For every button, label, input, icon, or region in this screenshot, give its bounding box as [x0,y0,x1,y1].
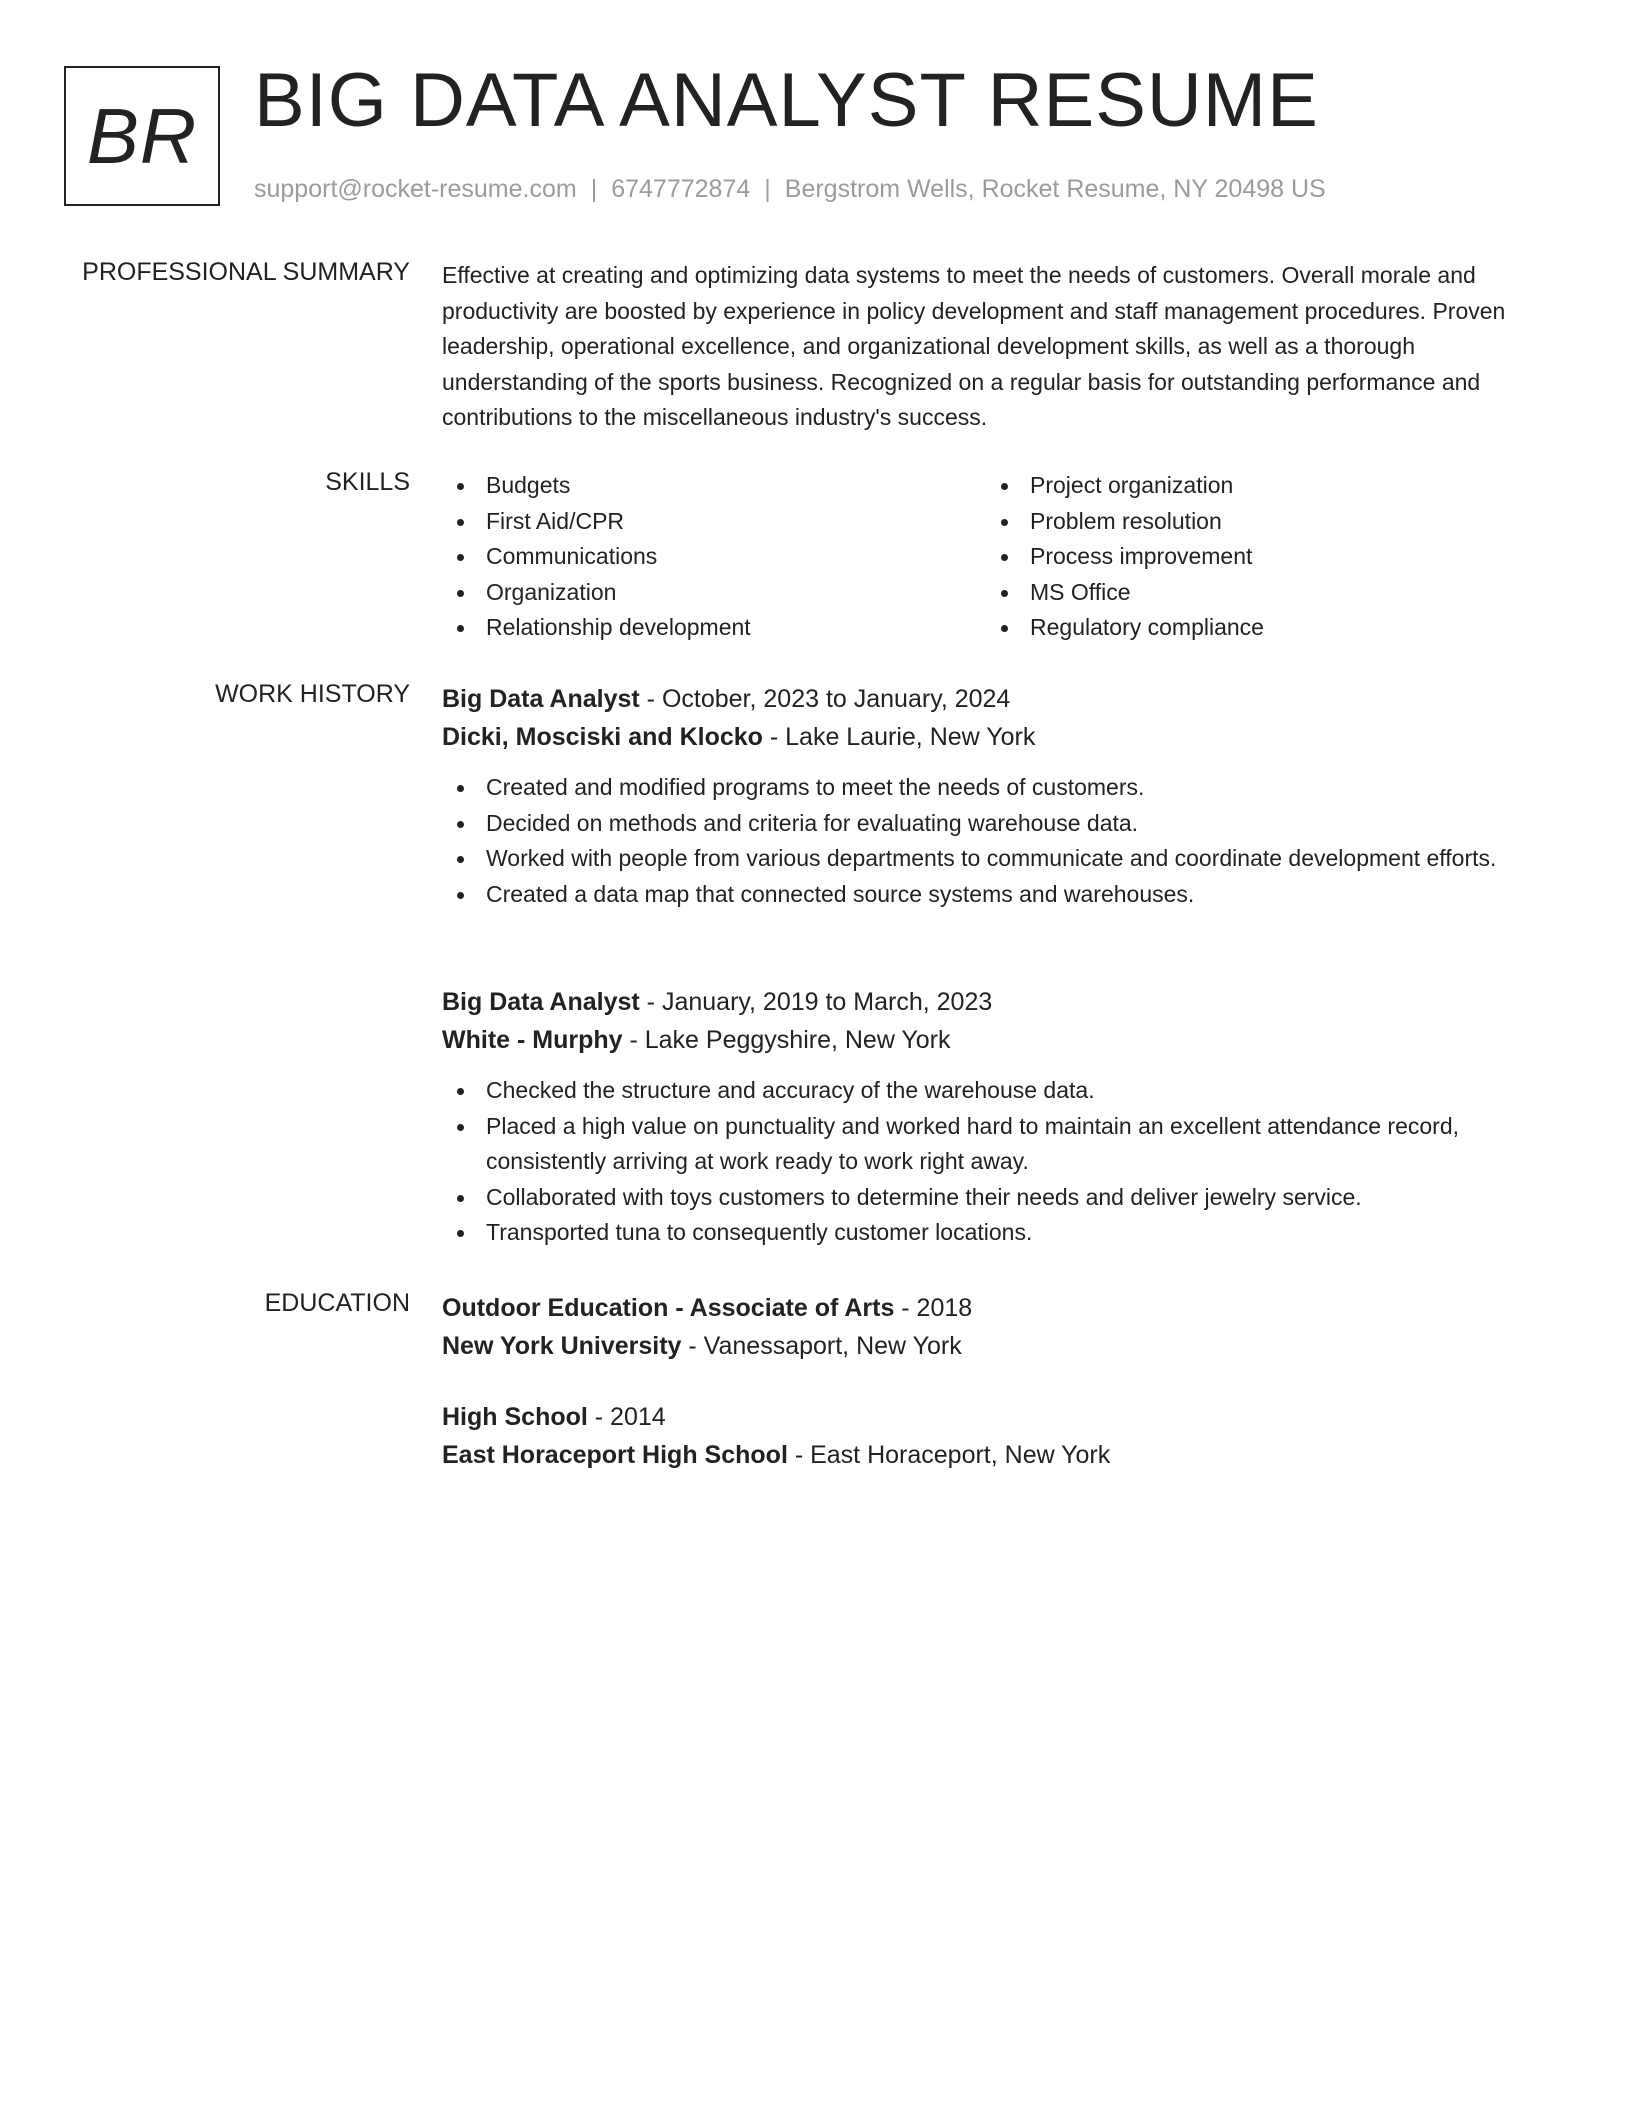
job-title: Big Data Analyst [442,685,640,713]
skill-item: Budgets [442,468,986,504]
job-dates: - January, 2019 to March, 2023 [639,988,993,1016]
skill-item: Problem resolution [986,504,1530,540]
job-duty: Checked the structure and accuracy of the warehouse data. [442,1073,1550,1109]
section-label-work-history: WORK HISTORY [215,680,410,708]
job-location: - Lake Laurie, New York [762,723,1036,751]
job-title-line [442,680,1550,718]
job-location: - Lake Peggyshire, New York [622,1026,951,1054]
job-entry [442,983,1550,1251]
contact-phone: 6747772874 [611,175,751,203]
job-company: White - Murphy [442,1026,623,1054]
job-duty: Created and modified programs to meet the needs of customers. [442,770,1550,806]
job-dates: - October, 2023 to January, 2024 [639,685,1011,713]
education-school: East Horaceport High School [442,1441,788,1469]
summary-body [442,258,1550,436]
education-school-line [442,1327,1550,1365]
skill-item: Organization [442,575,986,611]
education-degree-line [442,1289,1550,1327]
education-school: New York University [442,1332,682,1360]
job-company: Dicki, Mosciski and Klocko [442,723,763,751]
contact-info [254,172,1326,206]
work-history-body-cont [442,983,1550,1251]
education-school-line [442,1436,1550,1474]
contact-separator: | [764,175,771,203]
job-duty: Placed a high value on punctuality and worked hard to maintain an excellent attendance record, consistently arriving at work ready to work right away. [442,1109,1550,1180]
document-title: BIG DATA ANALYST RESUME [254,58,1319,143]
work-history-body [442,680,1550,912]
section-label-education: EDUCATION [264,1289,410,1317]
education-entry [442,1289,1550,1365]
job-duties-list [442,770,1550,912]
education-year: - 2014 [587,1403,666,1431]
contact-address: Bergstrom Wells, Rocket Resume, NY 20498 US [784,175,1326,203]
summary-text: Effective at creating and optimizing data systems to meet the needs of customers. Overall morale and productivity are boosted by experience in policy development and staff management procedures. Proven leadership, operational excellence, and organizational development skills, as well as a thorough understanding of the sports business. Recognized on a regular basis for outstanding performance and contributions to the miscellaneous industry's success. [442,262,1506,430]
skill-item: First Aid/CPR [442,504,986,540]
skill-item: Relationship development [442,610,986,646]
section-label-skills: SKILLS [325,468,410,496]
skill-item: Process improvement [986,539,1530,575]
education-year: - 2018 [894,1294,973,1322]
skill-item: Regulatory compliance [986,610,1530,646]
education-entry [442,1398,1550,1474]
skills-body [442,468,1550,646]
job-title: Big Data Analyst [442,988,640,1016]
job-duty: Decided on methods and criteria for evaluating warehouse data. [442,806,1550,842]
skill-item: Communications [442,539,986,575]
skills-grid [442,468,1550,646]
education-degree-line [442,1398,1550,1436]
job-duty: Collaborated with toys customers to determine their needs and deliver jewelry service. [442,1180,1550,1216]
job-duties-list [442,1073,1550,1251]
section-label-summary: PROFESSIONAL SUMMARY [82,258,410,286]
education-body [442,1289,1550,1474]
job-company-line [442,1021,1550,1059]
skills-list-right [986,468,1530,646]
education-location: - East Horaceport, New York [787,1441,1111,1469]
skill-item: Project organization [986,468,1530,504]
skills-list-left [442,468,986,646]
education-degree: Outdoor Education - Associate of Arts [442,1294,895,1322]
job-title-line [442,983,1550,1021]
job-duty: Worked with people from various departments to communicate and coordinate development efforts. [442,841,1550,877]
monogram-logo [64,66,220,206]
monogram-initials: BR [86,92,198,180]
skill-item: MS Office [986,575,1530,611]
job-company-line [442,718,1550,756]
education-location: - Vanessaport, New York [681,1332,962,1360]
contact-separator: | [590,175,598,203]
job-duty: Transported tuna to consequently customer locations. [442,1215,1550,1251]
education-degree: High School [442,1403,588,1431]
job-entry [442,680,1550,912]
job-duty: Created a data map that connected source systems and warehouses. [442,877,1550,913]
contact-email: support@rocket-resume.com [254,175,577,203]
